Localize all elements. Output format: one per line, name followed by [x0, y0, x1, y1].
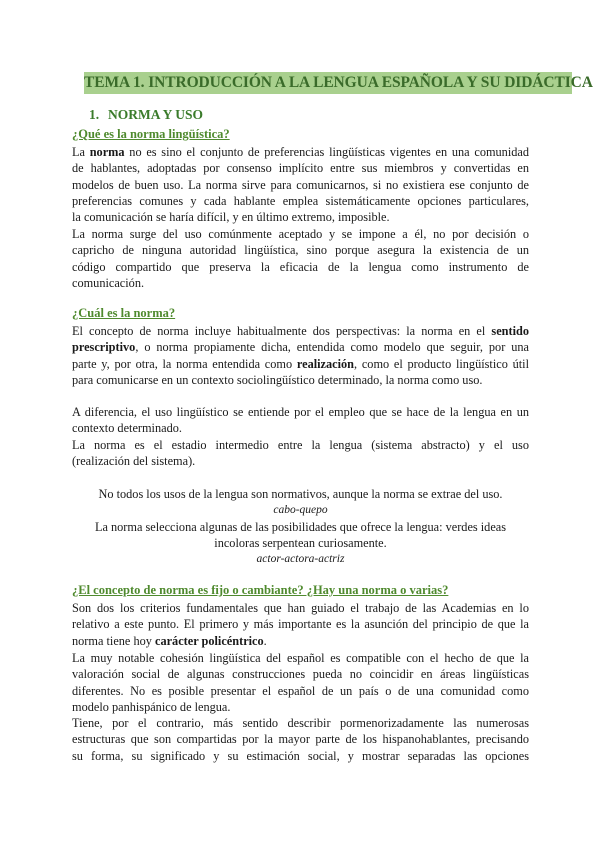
text-line: preferencias comunes y cada hablante emplea sistemáticamente opciones particulares,: [72, 193, 529, 208]
centered-line: La norma selecciona algunas de las posibilidades que ofrece la lengua: verdes ideas: [94, 519, 507, 534]
section-heading: [89, 107, 203, 123]
text-line: comunicación.: [72, 275, 145, 290]
centered-line: incoloras serpentean curiosamente.: [214, 535, 387, 550]
paragraph-describir-estructuras: [72, 715, 529, 764]
centered-line: No todos los usos de la lengua son normativos, aunque la norma se extrae del uso.: [98, 487, 503, 501]
text-line: La norma surge del uso comúnmente aceptado y se impone a él, no por decisión o: [72, 227, 529, 241]
question-heading-norma-linguistica: ¿Qué es la norma lingüística?: [72, 127, 230, 141]
text-line: modelo panhispánico de lengua.: [72, 699, 231, 714]
paragraph-estadio-intermedio: [72, 437, 529, 470]
paragraph-cohesion-linguistica: [72, 650, 529, 715]
text-line: relativo a este punto. El primero y más importante es la asunción del principio de que la: [72, 617, 529, 632]
text-line: El concepto de norma incluye habitualmente dos perspectivas: la norma en el sentido: [72, 324, 529, 338]
text-line: A diferencia, el uso lingüístico se entiende por el empleo que se hace de la lengua en un: [72, 405, 529, 419]
paragraph-uso-linguistico: [72, 404, 529, 437]
text-line: estructuras que son compartidas por la mayor parte de los hispanohablantes, precisando: [72, 732, 529, 747]
example-italic: cabo-quepo: [273, 504, 328, 517]
paragraph-perspectivas-norma: [72, 323, 529, 388]
text-line: Son dos los criterios fundamentales que han guiado el trabajo de las Academias en lo: [72, 601, 529, 615]
page-title: TEMA 1. INTRODUCCIÓN A LA LENGUA ESPAÑOLA Y SU DIDÁCTICA: [84, 72, 572, 94]
question-heading-fijo-cambiante: ¿El concepto de norma es fijo o cambiante? ¿Hay una norma o varias?: [72, 583, 449, 597]
section-label: NORMA Y USO: [108, 107, 204, 122]
text-line: contexto determinado.: [72, 421, 182, 436]
text-line: parte y, por otra, la norma entendida como realización, como el producto lingüístico útil: [72, 356, 529, 371]
text-line: de hablantes, adoptadas por consenso implícito entre sus miembros y convertidas en: [72, 161, 529, 176]
text-line: valoración social de algunas construcciones pueda no coincidir en áreas lingüísticas: [72, 667, 529, 682]
centered-examples-block: [72, 486, 529, 567]
text-line: norma tiene hoy carácter policéntrico.: [72, 633, 267, 648]
text-line: La norma es el estadio intermedio entre la lengua (sistema abstracto) y el uso: [72, 438, 529, 452]
text-line: modelos de buen uso. La norma sirve para comunicarnos, si no existiera ese conjunto de: [72, 177, 529, 192]
bold-term: sentido: [491, 324, 529, 338]
question-heading-cual-norma: ¿Cuál es la norma?: [72, 306, 176, 320]
text-line: La muy notable cohesión lingüística del español es compatible con el hecho de que la: [72, 651, 529, 665]
example-italic: actor-actora-actriz: [256, 553, 345, 566]
text-line: (realización del sistema).: [72, 454, 196, 469]
text-line: La norma no es sino el conjunto de preferencias lingüísticas vigentes en una comunidad: [72, 145, 530, 159]
text-line: capricho de ninguna autoridad lingüística, sino porque asegura la existencia de un: [72, 243, 529, 258]
text-line: para comunicarse en un contexto sociolingüístico determinado, la norma como uso.: [72, 372, 483, 387]
bold-term: realización: [296, 356, 355, 371]
text-line: código compartido que preserva la eficacia de la lengua como instrumento de: [72, 259, 529, 274]
text-line: prescriptivo, o norma propiamente dicha, entendida como modelo que seguir, por una: [72, 340, 529, 355]
paragraph-criterios-academias: [72, 600, 529, 649]
section-number: 1.: [89, 107, 100, 122]
text-line: la comunicación se haría difícil, y en último extremo, imposible.: [72, 210, 390, 225]
text-line: diferentes. No es posible presentar el español de un país o de una comunidad como: [72, 683, 529, 698]
paragraph-definicion-norma: [72, 144, 529, 225]
bold-term: prescriptivo: [72, 340, 136, 355]
paragraph-origen-norma: [72, 226, 529, 291]
bold-term: norma: [89, 145, 125, 159]
text-line: su forma, su significado y su estimación social, y mostrar separadas las opciones: [72, 748, 529, 763]
bold-term: carácter policéntrico: [154, 633, 264, 648]
text-line: Tiene, por el contrario, más sentido describir pormenorizadamente las numerosas: [72, 716, 529, 730]
